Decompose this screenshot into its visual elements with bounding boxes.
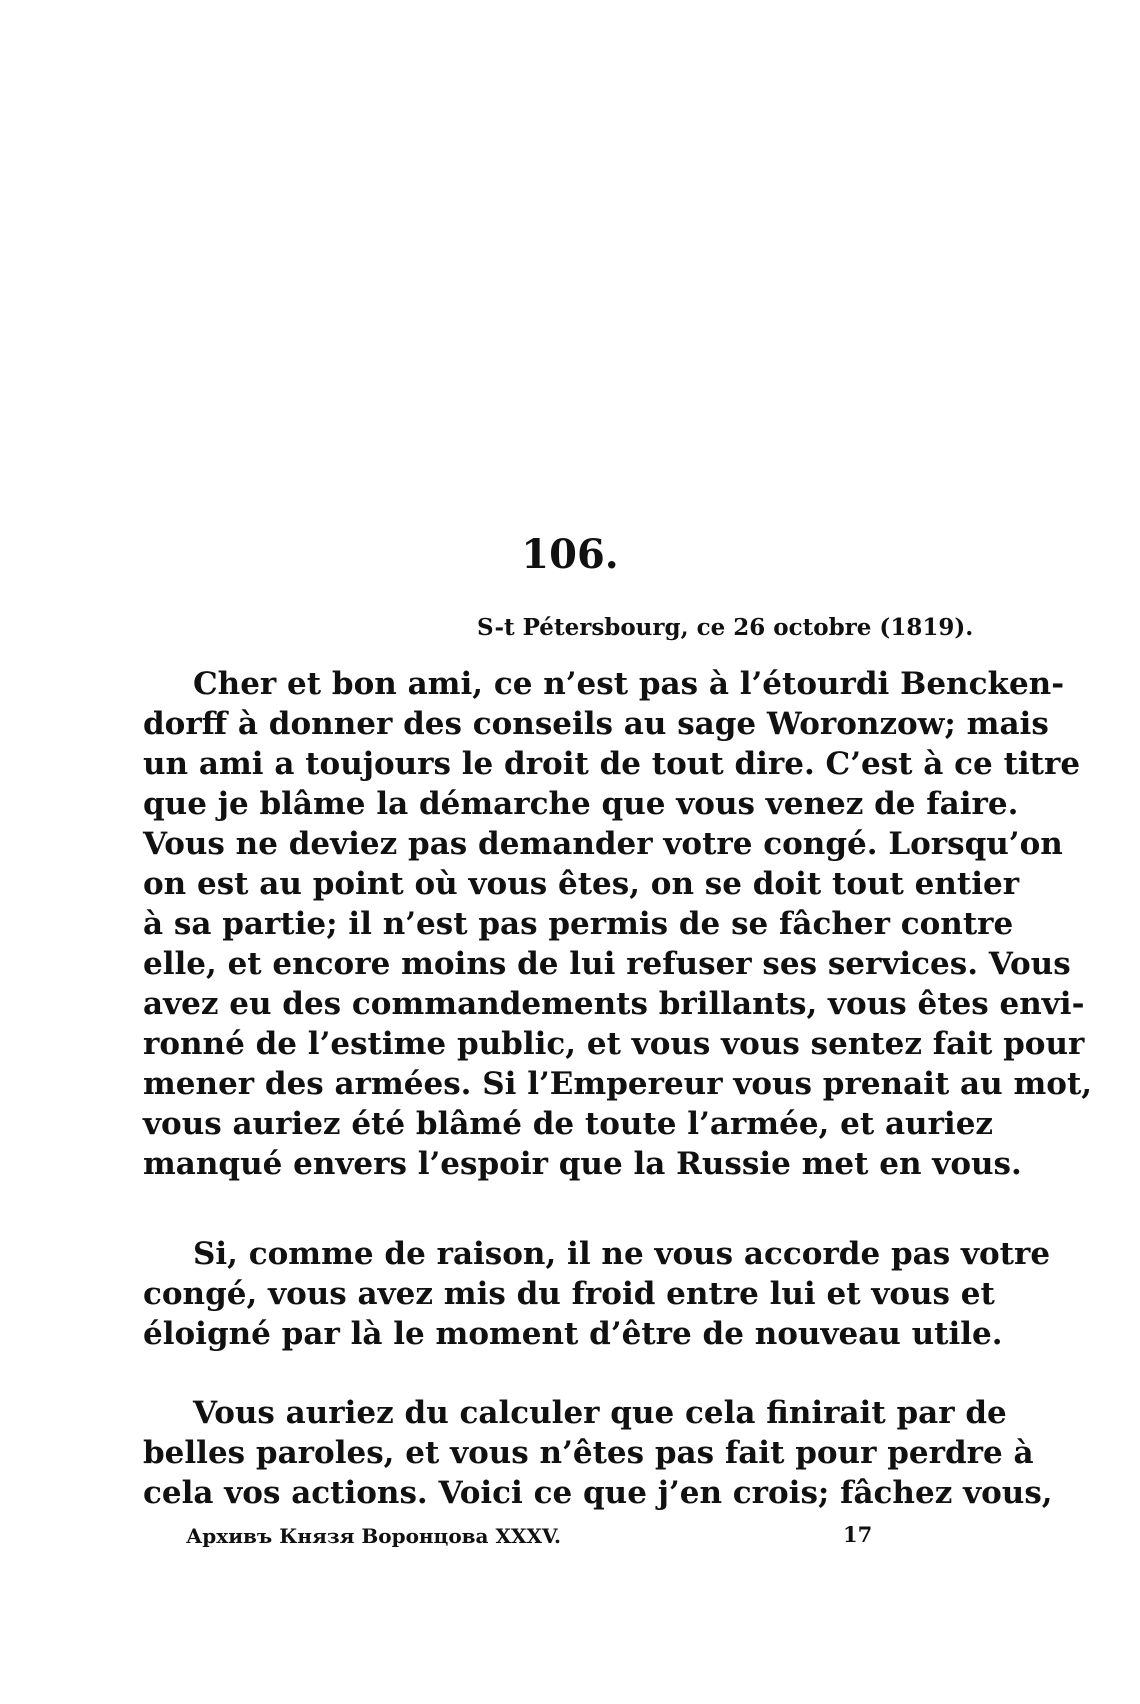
text-line: elle, et encore moins de lui refuser ses services. Vous [143,946,1071,982]
text-line: éloigné par là le moment d’être de nouveau utile. [143,1316,1003,1352]
text-line: Vous ne deviez pas demander votre congé. Lorsqu’on [143,826,1063,862]
text-line: mener des armées. Si l’Empereur vous prenait au mot, [143,1066,1093,1102]
text-line: Cher et bon ami, ce n’est pas à l’étourdi Bencken- [193,666,1065,702]
text-line: avez eu des commandements brillants, vous êtes envi- [143,986,1085,1022]
text-line: dorff à donner des conseils au sage Woronzow; mais [143,706,1049,742]
text-line: cela vos actions. Voici ce que j’en crois; fâchez vous, [143,1475,1053,1511]
footer-signature: Архивъ Князя Воронцова XXXV. [186,1524,562,1548]
text-line: manqué envers l’espoir que la Russie met en vous. [143,1146,1022,1182]
paragraph-1 [143,664,1093,1184]
text-line: que je blâme la démarche que vous venez de faire. [143,786,1019,822]
dateline: S-t Pétersbourg, ce 26 octobre (1819). [477,614,974,641]
text-line: congé, vous avez mis du froid entre lui et vous et [143,1276,995,1312]
text-line: un ami a toujours le droit de tout dire. C’est à ce titre [143,746,1081,782]
text-line: belles paroles, et vous n’êtes pas fait pour perdre à [143,1435,1034,1471]
paragraph-2 [143,1234,1051,1354]
text-line: on est au point où vous êtes, on se doit tout entier [143,866,1020,902]
text-line: Si, comme de raison, il ne vous accorde pas votre [193,1236,1051,1272]
page-number: 17 [843,1522,873,1547]
text-line: ronné de l’estime public, et vous vous sentez fait pour [143,1026,1085,1062]
text-line: vous auriez été blâmé de toute l’armée, et auriez [143,1106,994,1142]
text-line: Vous auriez du calculer que cela finirait par de [193,1395,1007,1431]
letter-number: 106. [521,531,619,578]
text-line: à sa partie; il n’est pas permis de se fâcher contre [143,906,1014,942]
paragraph-3 [143,1393,1053,1513]
